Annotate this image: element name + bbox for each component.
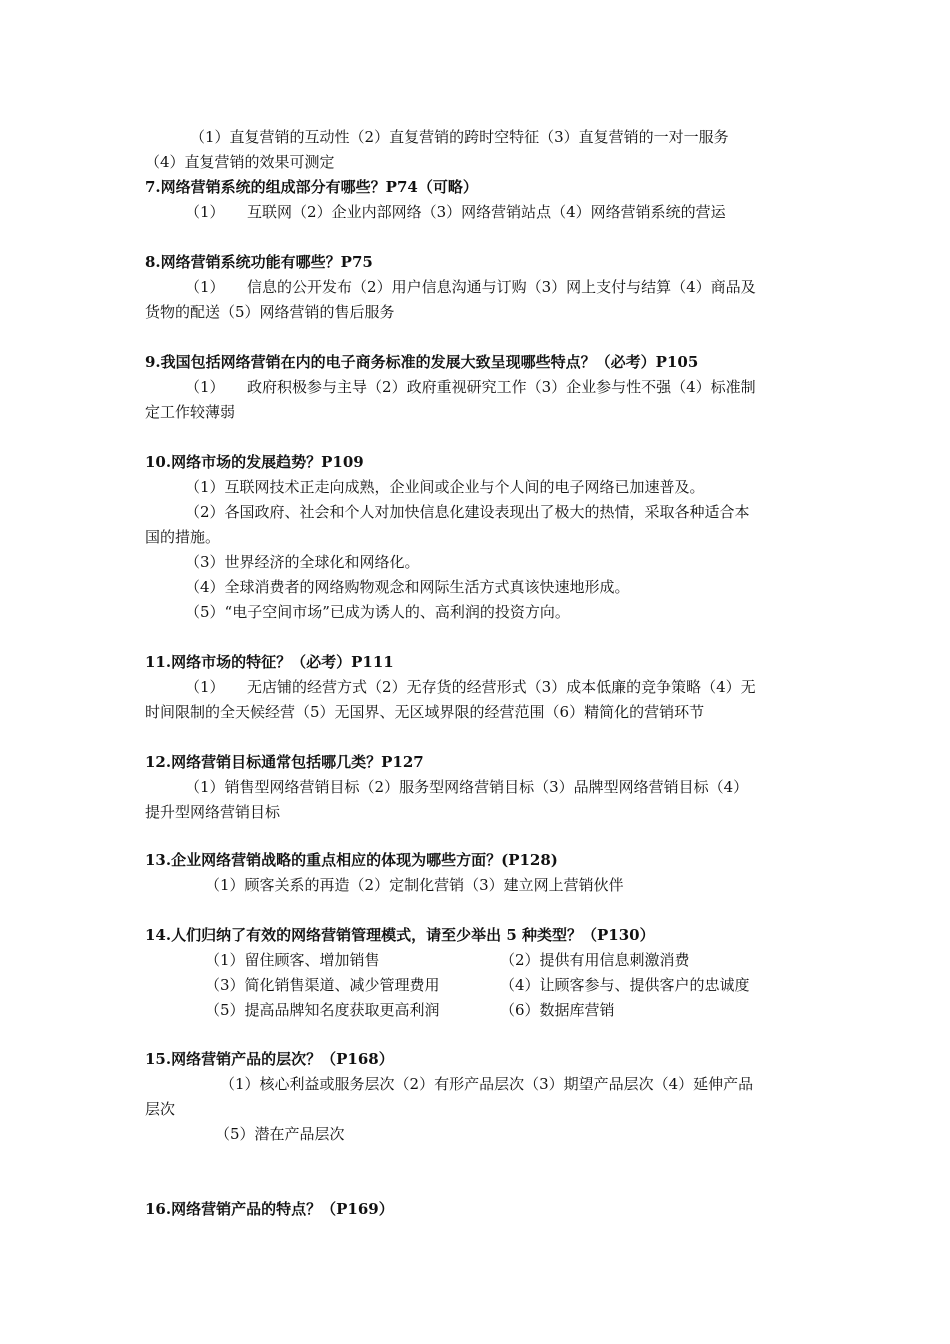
question-heading: 7.网络营销系统的组成部分有哪些？P74（可略）	[145, 178, 478, 196]
answer-line: （5）潜在产品层次	[215, 1125, 345, 1143]
question-heading: 16.网络营销产品的特点？（P169）	[145, 1200, 394, 1218]
answer-line: 国的措施。	[145, 528, 221, 546]
answer-line: （4）直复营销的效果可测定	[145, 153, 335, 171]
answer-line: （2）各国政府、社会和个人对加快信息化建设表现出了极大的热情，采取各种适合本	[185, 503, 750, 521]
question-heading: 15.网络营销产品的层次？（P168）	[145, 1050, 394, 1068]
answer-line: 时间限制的全天候经营（5）无国界、无区域界限的经营范围（6）精简化的营销环节	[145, 703, 705, 721]
answer-item: （2）提供有用信息刺激消费	[500, 951, 690, 969]
question-heading: 12.网络营销目标通常包括哪几类？P127	[145, 753, 424, 771]
answer-line: （1） 信息的公开发布（2）用户信息沟通与订购（3）网上支付与结算（4）商品及	[185, 278, 756, 296]
answer-line: （5）“电子空间市场”已成为诱人的、高利润的投资方向。	[185, 603, 570, 621]
answer-item: （4）让顾客参与、提供客户的忠诚度	[500, 976, 750, 994]
answer-line: 货物的配送（5）网络营销的售后服务	[145, 303, 395, 321]
question-heading: 10.网络市场的发展趋势？P109	[145, 453, 364, 471]
answer-line: 定工作较薄弱	[145, 403, 236, 421]
answer-line: （1）顾客关系的再造（2）定制化营销（3）建立网上营销伙伴	[205, 876, 624, 894]
question-heading: 13.企业网络营销战略的重点相应的体现为哪些方面？(P128)	[145, 851, 558, 869]
answer-item: （1）留住顾客、增加销售	[205, 951, 380, 969]
answer-line: （1）销售型网络营销目标（2）服务型网络营销目标（3）品牌型网络营销目标（4）	[185, 778, 749, 796]
answer-line: （1）直复营销的互动性（2）直复营销的跨时空特征（3）直复营销的一对一服务	[190, 128, 729, 146]
answer-line: 提升型网络营销目标	[145, 803, 281, 821]
answer-line: （4）全球消费者的网络购物观念和网际生活方式真该快速地形成。	[185, 578, 630, 596]
answer-line: 层次	[145, 1100, 176, 1118]
question-heading: 8.网络营销系统功能有哪些？P75	[145, 253, 373, 271]
answer-line: （1） 无店铺的经营方式（2）无存货的经营形式（3）成本低廉的竞争策略（4）无	[185, 678, 756, 696]
answer-line: （1）核心利益或服务层次（2）有形产品层次（3）期望产品层次（4）延伸产品	[220, 1075, 754, 1093]
answer-item: （6）数据库营销	[500, 1001, 615, 1019]
answer-line: （3）世界经济的全球化和网络化。	[185, 553, 420, 571]
answer-item: （3）简化销售渠道、减少管理费用	[205, 976, 440, 994]
question-heading: 14.人们归纳了有效的网络营销管理模式，请至少举出 5 种类型？（P130）	[145, 926, 655, 944]
answer-line: （1） 互联网（2）企业内部网络（3）网络营销站点（4）网络营销系统的营运	[185, 203, 726, 221]
answer-line: （1）互联网技术正走向成熟，企业间或企业与个人间的电子网络已加速普及。	[185, 478, 705, 496]
question-heading: 11.网络市场的特征？（必考）P111	[145, 653, 394, 671]
answer-item: （5）提高品牌知名度获取更高利润	[205, 1001, 440, 1019]
question-heading: 9.我国包括网络营销在内的电子商务标准的发展大致呈现哪些特点？（必考）P105	[145, 353, 699, 371]
answer-line: （1） 政府积极参与主导（2）政府重视研究工作（3）企业参与性不强（4）标准制	[185, 378, 756, 396]
